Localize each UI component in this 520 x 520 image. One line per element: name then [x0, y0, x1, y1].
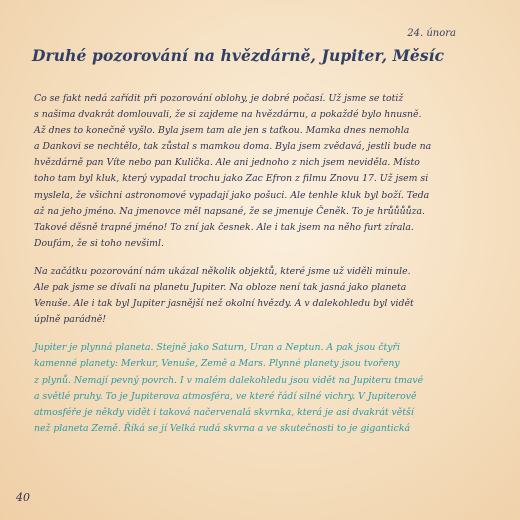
diary-paragraph [34, 264, 490, 328]
text-line: a světlé pruhy. To je Jupiterova atmosféra, ve které řádí silné vichry. V Jupiterově [34, 390, 417, 402]
text-line: Jupiter je plynná planeta. Stejně jako Saturn, Uran a Neptun. A pak jsou čtyři [34, 342, 400, 354]
text-line: Venuše. Ale i tak byl Jupiter jasnější než okolní hvězdy. A v dalekohledu byl vidět [34, 298, 414, 310]
date-label: 24. února [407, 28, 456, 39]
text-line: myslela, že všichni astronomové vypadají jako pošuci. Ale tenhle kluk byl boží. Teda [34, 189, 430, 201]
text-line: než planeta Země. Říká se jí Velká rudá skvrna a ve skutečnosti to je gigantická [34, 422, 410, 434]
page-title: Druhé pozorování na hvězdárně, Jupiter, Měsíc [32, 46, 445, 65]
text-line: toho tam byl kluk, který vypadal trochu jako Zac Efron z filmu Znovu 17. Už jsem si [34, 173, 429, 185]
diary-text [34, 91, 490, 449]
text-line: z plynů. Nemají pevný povrch. I v malém dalekohledu jsou vidět na Jupiteru tmavé [34, 374, 424, 386]
text-line: s našima dvakrát domlouvali, že si zajdeme na hvězdárnu, a pokaždé bylo hnusně. [34, 109, 422, 121]
text-line: úplně parádně! [34, 314, 107, 326]
text-line: až na jeho jméno. Na jmenovce měl napsané, že se jmenuje Čeněk. To je hrůůůůza. [34, 205, 426, 217]
text-line: Ale pak jsme se dívali na planetu Jupiter. Na obloze není tak jasná jako planeta [34, 282, 407, 294]
diary-paragraph [34, 91, 490, 252]
text-line: a Dankovi se nechtělo, tak zůstal s mamkou doma. Byla jsem zvědavá, jestli bude na [34, 141, 432, 153]
text-line: kamenné planety: Merkur, Venuše, Země a Mars. Plynné planety jsou tvořeny [34, 358, 400, 370]
page-number: 40 [16, 491, 30, 504]
text-line: Co se fakt nedá zařídit při pozorování oblohy, je dobré počasí. Už jsme se totiž [34, 93, 404, 104]
info-paragraph [34, 340, 490, 437]
text-line: Na začátku pozorování nám ukázal několik objektů, které jsme už viděli minule. [34, 265, 411, 277]
text-line: Až dnes to konečně vyšlo. Byla jsem tam ale jen s taťkou. Mamka dnes nemohla [34, 125, 410, 137]
text-line: Takové děsně trapné jméno! To zní jak česnek. Ale i tak jsem na něho furt zírala. [34, 221, 414, 233]
text-line: atmosféře je někdy vidět i taková načervenalá skvrnka, která je asi dvakrát větší [34, 406, 414, 418]
text-line: Doufám, že si toho nevšiml. [34, 237, 164, 249]
text-line: hvězdárně pan Víte nebo pan Kulička. Ale ani jednoho z nich jsem neviděla. Místo [34, 157, 420, 169]
